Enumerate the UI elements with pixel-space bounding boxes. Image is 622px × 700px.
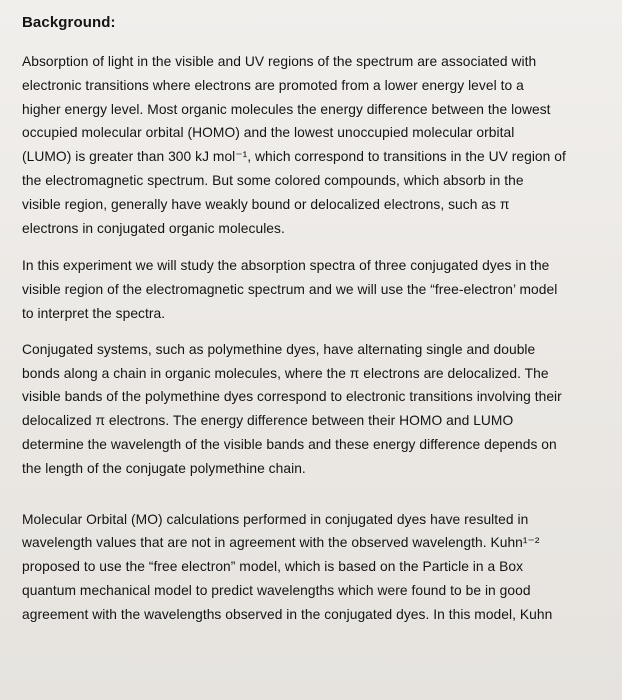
document-body	[22, 13, 602, 627]
paragraph-molecular-orbital: Molecular Orbital (MO) calculations performed in conjugated dyes have resulted in wavelength values that are not in agreement with the observed wavelength. Kuhn¹⁻² proposed to use the “free electron” model, which is based on the Particle in a Box quantum mechanical model to predict wavelengths which were found to be in good agreement with the wavelengths observed in the conjugated dyes. In this model, Kuhn	[22, 511, 553, 622]
paragraph-experiment: In this experiment we will study the absorption spectra of three conjugated dyes in the visible region of the electromagnetic spectrum and we will use the “free-electron’ model to interpret the spectra.	[22, 258, 558, 321]
section-heading: Background:	[22, 14, 116, 31]
paragraph-absorption: Absorption of light in the visible and UV regions of the spectrum are associated with electronic transitions where electrons are promoted from a lower energy level to a higher energy level. Most organic molecules the energy difference between the lowest occupied molecular orbital (HOMO) and the lowest unoccupied molecular orbital (LUMO) is greater than 300 kJ mol⁻¹, which correspond to transitions in the UV region of the electromagnetic spectrum. But some colored compounds, which absorb in the visible region, generally have weakly bound or delocalized electrons, such as π electrons in conjugated organic molecules.	[22, 54, 566, 236]
paragraph-conjugated-systems: Conjugated systems, such as polymethine dyes, have alternating single and double bonds along a chain in organic molecules, where the π electrons are delocalized. The visible bands of the polymethine dyes correspond to electronic transitions involving their delocalized π electrons. The energy difference between their HOMO and LUMO determine the wavelength of the visible bands and these energy difference depends on the length of the conjugate polymethine chain.	[22, 341, 562, 476]
